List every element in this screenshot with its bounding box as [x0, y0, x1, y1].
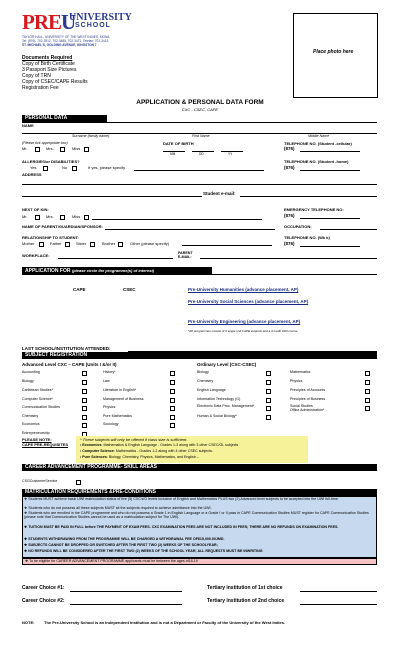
application-for-rule — [22, 274, 377, 275]
tel-wk-label: TELEPHONE NO. (Wk k) — [284, 235, 330, 240]
other-specify-input[interactable] — [182, 245, 272, 246]
matric-item-text: Students MUST achieve basic UWI matriculation status of five (5) CXC's/O levels inclusive of English and Mathematics PLUS two (2) Advanced level subjects to be accepted into the UWI full-time. — [28, 497, 339, 501]
matric-item: ❖ SUBJECTS CANNOT BE DROPPED OR SWITCHED AFTER THE FIRST TWO (2) WEEKS OF THE SCHOOLYEAR; — [24, 543, 218, 547]
mother-label: Mother — [22, 241, 35, 246]
parent-email-label-1: PARENT — [178, 251, 193, 255]
prereq-computer-science: • Computer Science: Mathematics - Grades 1-2 along with 4 other CSEC subjects. — [80, 449, 213, 453]
subject-checkbox[interactable] — [266, 398, 271, 403]
form-subtitle: CXC - CSEC, CAPE — [181, 107, 219, 112]
dob-mm: MM — [170, 152, 176, 156]
tel-home-input[interactable] — [300, 170, 360, 171]
subject-checkbox[interactable] — [170, 371, 175, 376]
footer-note: The Pre-University School is an independent institution and is not a Department or Faculty of the University of the West Indies. — [44, 620, 286, 625]
miss-label: Miss — [72, 146, 81, 151]
subject-checkbox[interactable] — [266, 371, 271, 376]
subject-label: Pure Mathematics — [103, 414, 132, 418]
tel-home-label: TELEPHONE NO. (Student -home) — [284, 159, 349, 164]
name-label: NAME — [22, 123, 34, 128]
career-choice-2-input[interactable] — [70, 604, 182, 605]
subject-label: Chemistry — [22, 414, 39, 418]
subject-checkbox[interactable] — [365, 406, 370, 411]
tel-cell-area: (876) — [284, 146, 295, 151]
cape-prereq-label: CAPE PRE-REQUISITES — [22, 442, 69, 447]
prereq-pure-sciences-bold: Pure Sciences — [82, 455, 107, 459]
parent-email-input[interactable] — [200, 258, 377, 259]
subject-label: Mathematics — [290, 370, 311, 374]
tertiary-2-label — [207, 598, 284, 604]
surname-label: Surname (family name) — [72, 134, 110, 138]
document-item: 3 Passport Size Pictures — [22, 67, 77, 73]
parent-email-label-2: E-MAIL: — [178, 255, 192, 259]
address-line-3: ST. MICHAEL'S, GOLDING AVENUE, KINGSTON 7 — [22, 43, 97, 47]
matric-item: ❖ STUDENTS WITHDRAWING FROM THE PROGRAMME WILL BE CHARGED A WITHDRAWAL FEE OF$15,000.00JMD. — [24, 537, 225, 541]
subject-checkbox[interactable] — [365, 371, 370, 376]
allergies-no-label: No — [62, 165, 68, 170]
tel-wk-area: (876) — [284, 241, 295, 246]
subject-checkbox[interactable] — [170, 406, 175, 411]
subject-label: Communication Studies — [22, 405, 60, 409]
logo-school: SCHOOL — [75, 22, 111, 29]
career-choice-1-label: Career Choice #1: — [22, 585, 65, 591]
subject-label: Entrepreneurship — [22, 431, 50, 435]
brother-label: Brother — [102, 241, 116, 246]
prereq-economics-text: : Mathematics & English Language - Grades 1-3 along with 3 other CSEC/GL subjects — [101, 443, 239, 447]
allergies-label: ALLERGIES/or DISABILITIES? — [22, 159, 80, 164]
next-of-kin-label: NEXT OF KIN: — [22, 207, 49, 212]
kin-mr-label: Mr. — [22, 214, 28, 219]
tel-cell-input[interactable] — [300, 151, 360, 152]
subject-checkbox[interactable] — [82, 398, 87, 403]
subject-label: English Language — [197, 388, 226, 392]
photo-box[interactable] — [293, 13, 378, 98]
workplace-input[interactable] — [58, 258, 173, 259]
if-yes-label: If yes, please specify — [88, 165, 126, 170]
subject-checkbox[interactable] — [82, 380, 87, 385]
photo-label: Place photo here — [313, 49, 354, 55]
miss-checkbox[interactable] — [84, 147, 89, 152]
tertiary-1-text: Tertiary institution of 1st choice — [207, 585, 283, 591]
relationship-label: RELATIONSHIP TO STUDENT: — [22, 235, 79, 240]
eligible-text: To be eligible for CAREER ADVANCEMENT PROGRAMME applicants must be between the ages of18-19 — [29, 559, 198, 563]
prereq-computer-science-bold: Computer Science — [82, 449, 114, 453]
allergies-no-checkbox[interactable] — [72, 166, 77, 171]
emergency-tel-input[interactable] — [300, 218, 360, 219]
application-for-bar — [22, 267, 212, 274]
middle-name-label: Middle Name — [308, 134, 330, 138]
dob-dd: DD — [199, 152, 204, 156]
subject-label: Literature in English* — [103, 388, 137, 392]
csec-heading: Ordinary Level (CXC-CSEC) — [197, 362, 257, 367]
email-label: Student e-mail: — [203, 191, 236, 196]
personal-data-rule — [22, 122, 377, 123]
matriculation-bar: MATRICULATION REQUIREMENTS &PRE-CONDITIONS — [22, 489, 377, 496]
subject-checkbox[interactable] — [365, 389, 370, 394]
subject-label: Social Studies — [290, 404, 313, 408]
subject-label: Chemistry — [197, 379, 214, 383]
tertiary-1-label — [207, 585, 282, 591]
subject-checkbox[interactable] — [266, 406, 271, 411]
document-item: Registration Fee — [22, 85, 59, 91]
tel-home-area: (876) — [284, 165, 295, 170]
form-title: APPLICATION & PERSONAL DATA FORM — [136, 99, 264, 106]
subject-label: Office Administration* — [290, 408, 325, 412]
eligible-box: ❖ To be eligible for CAREER ADVANCEMENT PROGRAMME applicants must be between the ages of18-19 — [22, 558, 377, 565]
address-label: ADDRESS — [22, 172, 42, 177]
cape-heading: Advanced Level CXC – CAPE (Units I &/or II) — [22, 362, 117, 367]
matric-item: ❖ Students MUST achieve basic UWI matriculation status of five (5) CXC's/O levels inclusive of English and Mathematics PLUS two (2) Advanced level subjects to be accepted into the UWI full-time. — [24, 497, 339, 501]
document-item: Copy of TRN — [22, 73, 51, 79]
career-item: CSGCustomerService — [22, 479, 58, 483]
logo-pre: PRE — [22, 10, 61, 34]
prereq-pure-sciences: • Pure Sciences: Biology, Chemistry, Physics, Mathematics, and English – — [80, 455, 199, 459]
subject-label: Human & Social Biology* — [197, 414, 237, 418]
subject-label: Management of Business — [103, 397, 144, 401]
kin-miss-label: Miss — [72, 214, 81, 219]
mr-label: Mr. — [22, 146, 28, 151]
subject-label: Information Technology (G) — [197, 397, 241, 401]
logo-u: U — [61, 10, 77, 34]
dob-label: DATE OF BIRTH — [163, 141, 194, 146]
subject-label: Physics — [103, 405, 116, 409]
asterisk-note: * These subjects will only be offered if class size is sufficient. — [80, 437, 188, 442]
kin-mr-checkbox[interactable] — [35, 215, 40, 220]
subject-label: Law — [103, 379, 110, 383]
emergency-tel-label: EMERGENCY TELEPHONE NO: — [284, 207, 344, 212]
footer-note-label: NOTE: — [22, 620, 35, 625]
matric-item: ❖ Students who are enrolled in the CAPE programme and who do not possess a Grade 1 in English Language or a Grade I or II pass in CAPE Communication Studies MUST register for CAPE Communication Studies (please note that Communication Studies cannot be used as a matriculation subject for The UWI). — [24, 511, 369, 520]
please-note-label: PLEASE NOTE: — [22, 437, 52, 442]
subject-checkbox[interactable] — [365, 380, 370, 385]
please-tick-label: (Please tick appropriate box) — [22, 141, 68, 145]
programme-note: *AP programmes consist of 3 single unit CAPE subjects and a 3 credit UWI course — [188, 329, 298, 333]
cape-label[interactable]: CAPE — [73, 287, 86, 292]
kin-miss-checkbox[interactable] — [84, 215, 89, 220]
subject-checkbox[interactable] — [266, 415, 271, 420]
application-for-note: (please circle the programme(s) of interest) — [71, 268, 155, 273]
programme-social-sciences[interactable]: Pre-University Social Sciences (advance placement, AP) — [188, 299, 309, 304]
tertiary-2-text: Tertiary institution of 2nd choice — [207, 598, 285, 604]
subject-registration-bar: SUBJECT REGISTRATION — [22, 352, 377, 359]
subject-label: Accounting — [22, 370, 40, 374]
matric-item-text: Students who do not possess all these subjects MUST sit the subjects required to achieve admittance into the UWI. — [28, 506, 212, 510]
kin-name-input[interactable] — [92, 219, 262, 220]
subject-label: Computer Science* — [22, 397, 53, 401]
tel-wk-input[interactable] — [300, 246, 360, 247]
subject-label: Electronic Data Proc. Management* — [197, 404, 255, 408]
subject-checkbox[interactable] — [170, 423, 175, 428]
subject-checkbox[interactable] — [266, 389, 271, 394]
career-item-checkbox[interactable] — [76, 480, 81, 485]
matric-item-text: TUITION MUST BE PAID IN FULL before THE PAYMENT OF EXAM FEES. CXC EXAMINATION FEES ARE NOT INCLUDED IN FEES; THERE ARE NO REFUNDS ON EXAMINATION FEES. — [28, 525, 339, 529]
workplace-label: WORKPLACE: — [22, 253, 50, 258]
sister-label: Sister — [76, 241, 87, 246]
matric-item: ❖ TUITION MUST BE PAID IN FULL before THE PAYMENT OF EXAM FEES. CXC EXAMINATION FEES ARE NOT INCLUDED IN FEES; THERE ARE NO REFUNDS ON EXAMINATION FEES. — [24, 525, 339, 529]
other-specify-label: Other (please specify) — [130, 241, 170, 246]
matric-item: ❖ Students who do not possess all these subjects MUST sit the subjects required to achieve admittance into the UWI. — [24, 506, 212, 510]
prereq-pure-sciences-text: : Biology, Chemistry, Physics, Mathematics, and English – — [106, 455, 199, 459]
subject-checkbox[interactable] — [82, 389, 87, 394]
subject-checkbox[interactable] — [170, 398, 175, 403]
prereq-computer-science-text: : Mathematics - Grades 1-2 along with 4 other CSEC subjects. — [113, 449, 213, 453]
father-checkbox[interactable] — [65, 242, 70, 247]
tertiary-2-input[interactable] — [300, 604, 377, 605]
occupation-input[interactable] — [320, 229, 377, 230]
parent-name-input[interactable] — [105, 229, 275, 230]
subject-checkbox[interactable] — [82, 406, 87, 411]
matric-item-text: NO REFUNDS WILL BE CONSIDERED AFTER THE FIRST TWO (2) WEEKS OF THE SCHOOL YEAR; ALL REQUESTS MUST BE INWRITING — [28, 549, 263, 553]
address-input-2[interactable] — [22, 196, 202, 197]
subject-label: Sociology — [103, 422, 119, 426]
subject-checkbox[interactable] — [82, 423, 87, 428]
mrs-label: Mrs. — [46, 146, 54, 151]
allergies-specify-input[interactable] — [134, 170, 264, 171]
dob-yy: YY — [228, 152, 233, 156]
kin-mrs-label: Mrs. — [46, 214, 54, 219]
matric-item-text: Students who are enrolled in the CAPE programme and who do not possess a Grade 1 in English Language or a Grade I or II pass in CAPE Communication Studies MUST register for CAPE Communication Studies (please note that Communication Studies cannot be used as a matriculation subject for The UWI). — [24, 511, 369, 520]
subject-checkbox[interactable] — [82, 371, 87, 376]
application-for-label: APPLICATION FOR — [25, 268, 71, 274]
subject-checkbox[interactable] — [170, 380, 175, 385]
career-choice-1-input[interactable] — [70, 591, 182, 592]
prereq-economics-bold: Economics — [82, 443, 102, 447]
mr-checkbox[interactable] — [35, 147, 40, 152]
subject-checkbox[interactable] — [170, 415, 175, 420]
document-item: Copy of CSEC/CAPE Results — [22, 79, 88, 85]
allergies-yes-checkbox[interactable] — [43, 166, 48, 171]
subject-checkbox[interactable] — [82, 415, 87, 420]
address-line-1: TAYLOR HALL, UNIVERSITY OF THE WEST INDIES, MONA — [22, 35, 110, 39]
csec-label[interactable]: CSEC — [123, 287, 136, 292]
matric-item: ❖ NO REFUNDS WILL BE CONSIDERED AFTER THE FIRST TWO (2) WEEKS OF THE SCHOOL YEAR; ALL REQUESTS MUST BE INWRITING — [24, 549, 263, 553]
document-item: Copy of Birth Certificate — [22, 61, 75, 67]
tertiary-1-input[interactable] — [300, 591, 377, 592]
programme-engineering[interactable]: Pre-University Engineering (advance placement, AP) — [188, 319, 301, 324]
subject-label: Caribbean Studies* — [22, 388, 53, 392]
subject-label: Economics — [22, 422, 40, 426]
programme-humanities[interactable]: Pre-University Humanities (advance placement, AP) — [188, 287, 299, 292]
allergies-yes-label: Yes — [30, 165, 37, 170]
father-label: Father — [50, 241, 62, 246]
first-name-label: First Name — [192, 134, 210, 138]
documents-heading: Documents Required — [22, 55, 73, 61]
parent-name-label: NAME OF PARENT/GUARDIAN/SPONSOR: — [22, 224, 103, 229]
logo-university: UNIVERSITY — [69, 12, 132, 23]
tel-cell-label: TELEPHONE NO. (Student -cellular) — [284, 141, 352, 146]
subject-label: Principles of Accounts — [290, 388, 326, 392]
subject-label: History* — [103, 370, 116, 374]
prereq-economics: • Economics: Mathematics & English Language - Grades 1-3 along with 3 other CSEC/GL subjects — [80, 443, 239, 447]
personal-data-bar: PERSONAL DATA — [22, 115, 107, 122]
matric-item-text: STUDENTS WITHDRAWING FROM THE PROGRAMME WILL BE CHARGED A WITHDRAWAL FEE OF$15,000.00JMD. — [28, 537, 225, 541]
subject-label: Principles of Business — [290, 397, 326, 401]
address-input-1[interactable] — [22, 184, 377, 185]
mother-checkbox[interactable] — [39, 242, 44, 247]
email-input[interactable] — [240, 196, 377, 197]
emergency-tel-area: (876) — [284, 213, 295, 218]
matric-item-text: SUBJECTS CANNOT BE DROPPED OR SWITCHED AFTER THE FIRST TWO (2) WEEKS OF THE SCHOOLYEAR; — [28, 543, 218, 547]
address-line-2: Tel: (876)- 702-3912, 702-3485, 702-3471, Telefax: 702-3413 — [22, 39, 109, 43]
subject-label: Biology — [22, 379, 34, 383]
subject-checkbox[interactable] — [266, 380, 271, 385]
career-advancement-bar: CAREER ADVANCEMENT PROGRAMME- SKILL AREAS — [22, 464, 377, 471]
occupation-label: OCCUPATION: — [284, 224, 312, 229]
mrs-checkbox[interactable] — [60, 147, 65, 152]
subject-label: Biology — [197, 370, 209, 374]
kin-mrs-checkbox[interactable] — [60, 215, 65, 220]
sister-checkbox[interactable] — [90, 242, 95, 247]
last-school-label: LAST SCHOOL/INSTITUTION ATTENDED: — [22, 346, 111, 351]
career-choice-2-label: Career Choice #2: — [22, 598, 65, 604]
subject-checkbox[interactable] — [170, 389, 175, 394]
subject-label: Physics — [290, 379, 303, 383]
brother-checkbox[interactable] — [118, 242, 123, 247]
subject-checkbox[interactable] — [365, 398, 370, 403]
